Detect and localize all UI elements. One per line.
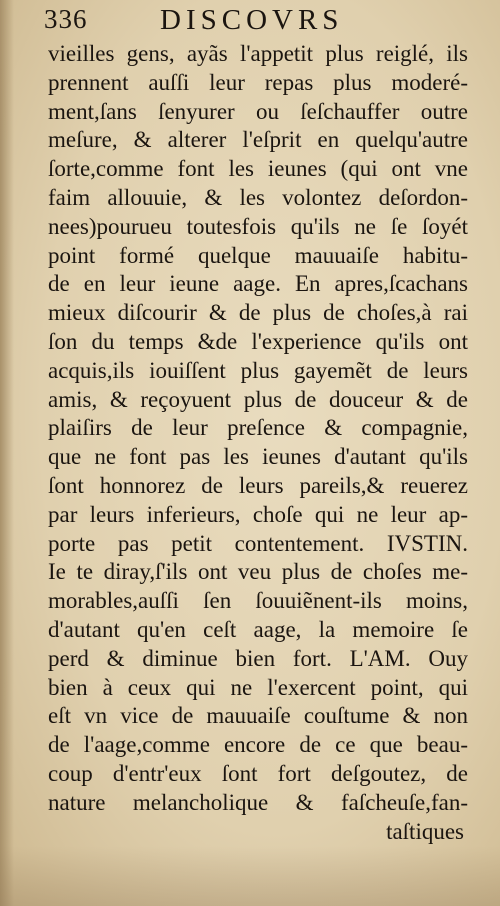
page-bottom-shadow [0, 846, 500, 906]
text-line: ment,ſans ſenyurer ou ſeſchauffer outre [48, 98, 468, 124]
text-line: de en leur ieune aage. En apres,ſcachans [48, 271, 468, 297]
text-line: que ne font pas les ieunes d'autant qu'ils [48, 444, 468, 470]
running-head: DISCOVRS [160, 4, 344, 36]
text-line: point formé quelque mauuaiſe habitu- [48, 242, 468, 268]
text-line: de l'aage,comme encore de ce que beau- [48, 732, 468, 758]
text-line: perd & diminue bien fort. L'AM. Ouy [48, 645, 468, 671]
text-line: acquis,ils iouiſſent plus gayemẽt de leurs [48, 357, 468, 383]
text-line: vieilles gens, ayãs l'appetit plus reiglé, ils [48, 41, 468, 66]
text-line: plaiſirs de leur preſence & compagnie, [48, 415, 468, 441]
text-line: eſt vn vice de mauuaiſe couſtume & non [48, 703, 468, 729]
text-line: prennent auſſi leur repas plus moderé- [48, 69, 468, 95]
text-line: d'autant qu'en ceſt aage, la memoire ſe [48, 616, 468, 642]
text-line: nees)pourueu toutesfois qu'ils ne ſe ſoyét [48, 213, 468, 239]
text-line: bien à ceux qui ne l'exercent point, qui [48, 674, 468, 700]
body-text [48, 40, 468, 846]
text-line: porte pas petit contentement. IVSTIN. [48, 530, 468, 556]
text-line: faim allouuie, & les volontez deſordon- [48, 184, 468, 210]
text-line: Ie te diray,ſ'ils ont veu plus de choſes me- [48, 559, 468, 585]
page-header [44, 4, 440, 38]
text-line-final: taſtiques [386, 818, 464, 844]
text-line: ſorte,comme font les ieunes (qui ont vne [48, 156, 468, 182]
text-line: nature melancholique & faſcheuſe,fan- [48, 789, 468, 815]
text-line: par leurs inferieurs, choſe qui ne leur ap- [48, 501, 468, 527]
page-gutter-shadow [0, 0, 14, 906]
text-line: ſont honnorez de leurs pareils,& reuerez [48, 472, 468, 498]
text-line: ſon du temps &de l'experience qu'ils ont [48, 328, 468, 354]
text-line: meſure, & alterer l'eſprit en quelqu'autre [48, 127, 468, 153]
text-line: coup d'entr'eux ſont fort deſgoutez, de [48, 760, 468, 786]
page-number: 336 [44, 4, 88, 34]
text-line: mieux diſcourir & de plus de choſes,à rai [48, 300, 468, 326]
text-line: morables,auſſi ſen ſouuiẽnent-ils moins, [48, 588, 468, 614]
text-line: amis, & reçoyuent plus de douceur & de [48, 386, 468, 412]
